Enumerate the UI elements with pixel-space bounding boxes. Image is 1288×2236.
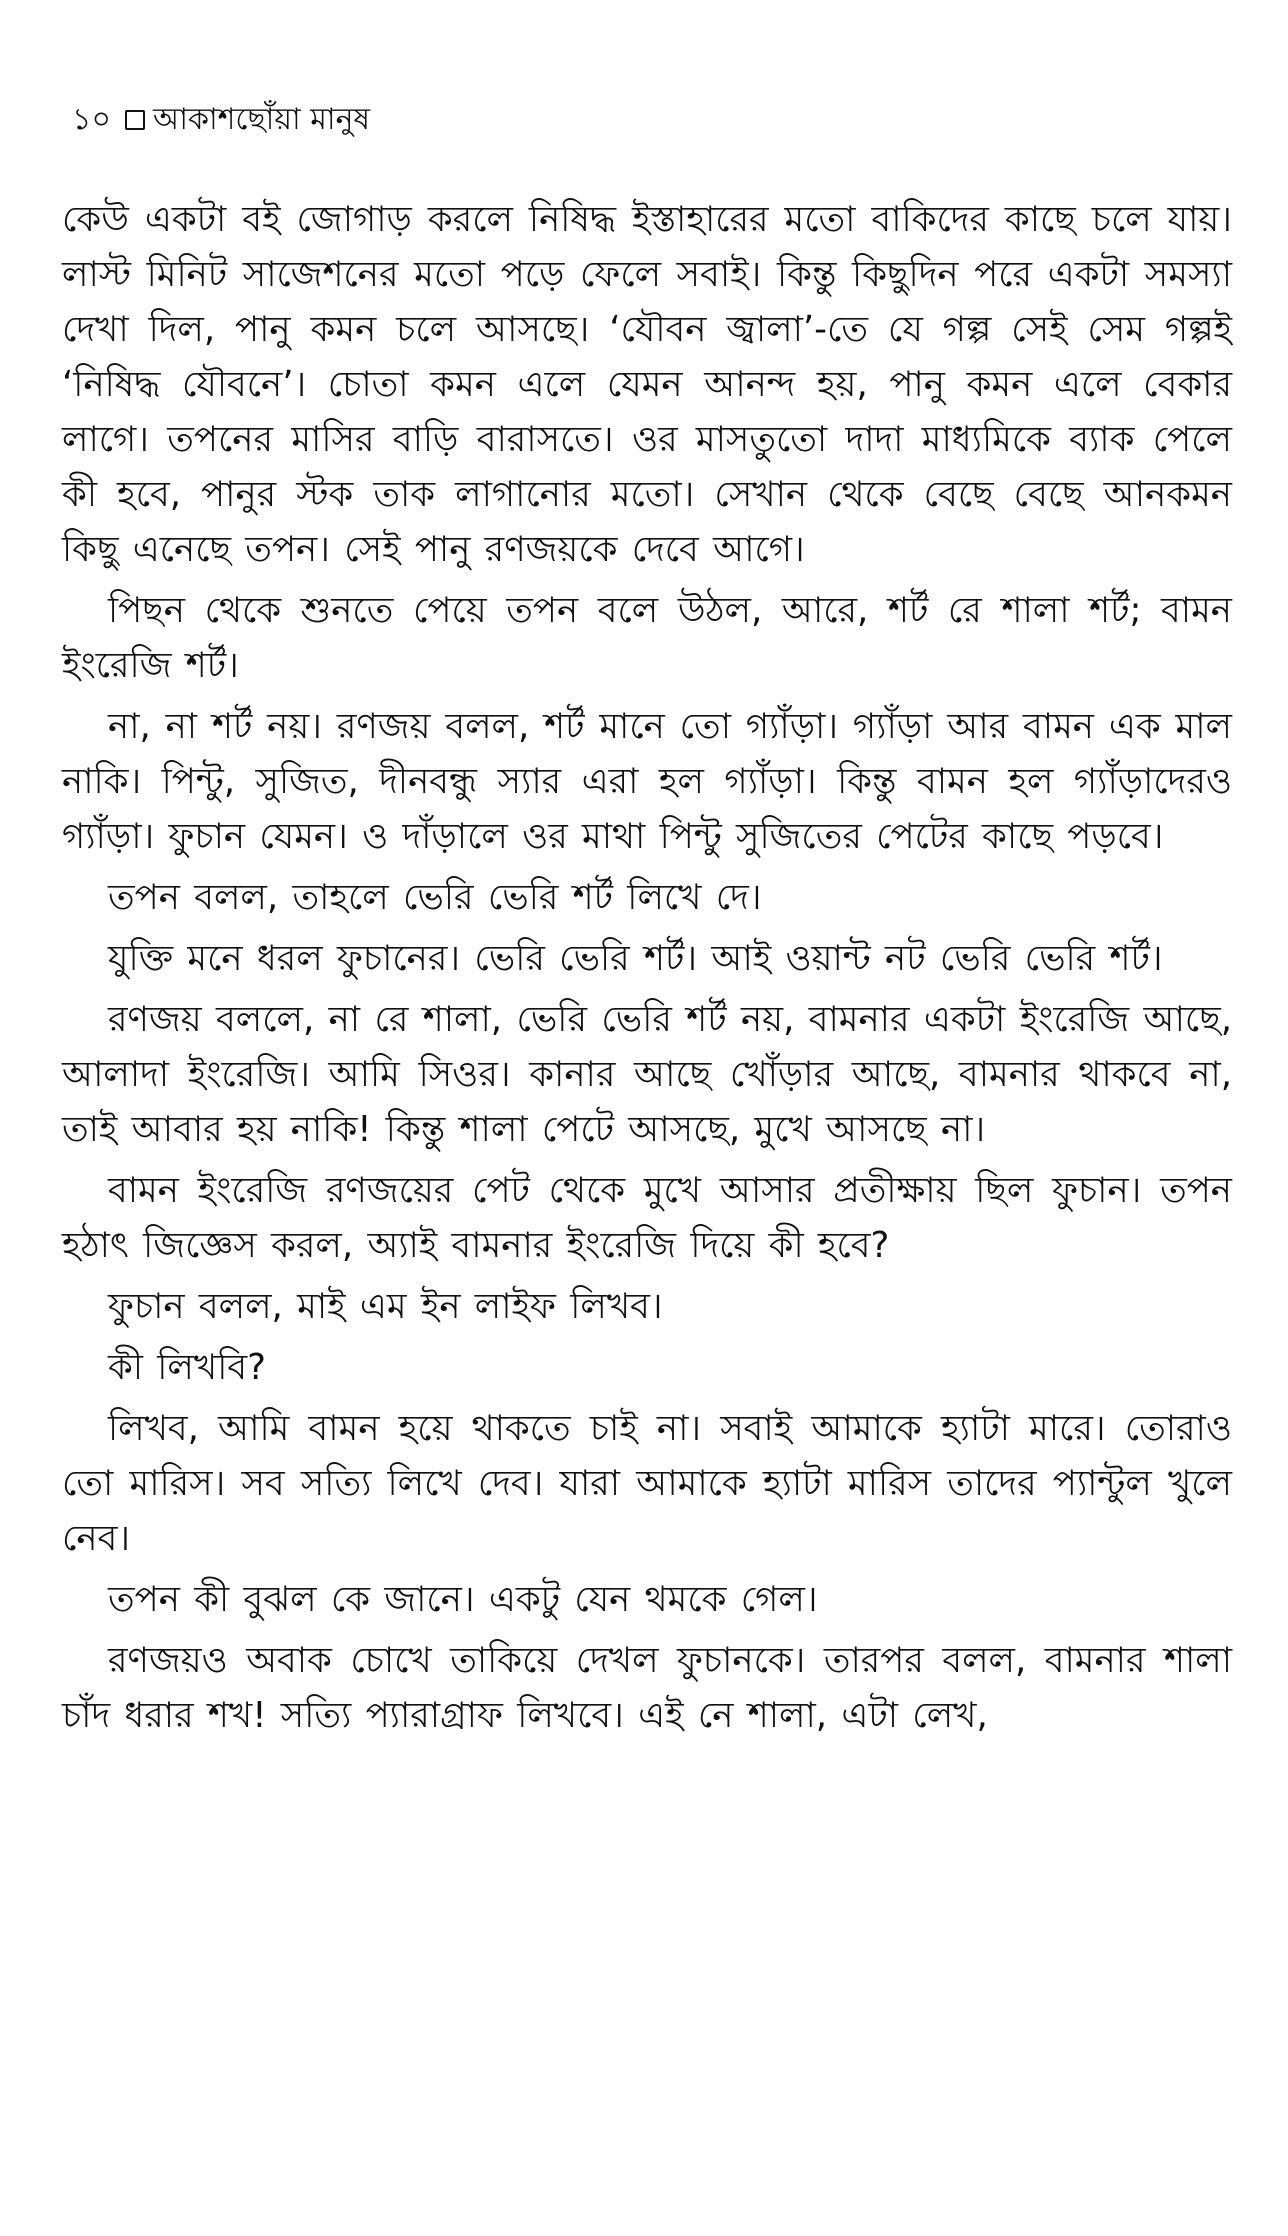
paragraph: রণজয়ও অবাক চোখে তাকিয়ে দেখল ফুচানকে। তারপর বলল, বামনার শালা চাঁদ ধরার শখ! সত্যি প্যারাগ্রাফ লিখবে। এই নে শালা, এটা লেখ,: [62, 1640, 1232, 1736]
paragraph: ফুচান বলল, মাই এম ইন লাইফ লিখব।: [108, 1286, 663, 1327]
page-number: ১০: [72, 102, 111, 137]
running-header: [72, 100, 1232, 140]
square-bullet-icon: [125, 110, 145, 130]
paragraph: কী লিখবি?: [108, 1347, 266, 1388]
book-title: আকাশছোঁয়া মানুষ: [152, 102, 371, 137]
paragraph: তপন বলল, তাহলে ভেরি ভেরি শর্ট লিখে দে।: [108, 877, 762, 918]
body-text: [62, 192, 1232, 1743]
paragraph: কেউ একটা বই জোগাড় করলে নিষিদ্ধ ইস্তাহারের মতো বাকিদের কাছে চলে যায়। লাস্ট মিনিট সাজেশনের মতো পড়ে ফেলে সবাই। কিন্তু কিছুদিন পরে একটা সমস্যা দেখা দিল, পানু কমন চলে আসছে। ‘যৌবন জ্বালা’-তে যে গল্প সেই সেম গল্পই ‘নিষিদ্ধ যৌবনে’। চোতা কমন এলে যেমন আনন্দ হয়, পানু কমন এলে বেকার লাগে। তপনের মাসির বাড়ি বারাসতে। ওর মাসতুতো দাদা মাধ্যমিকে ব্যাক পেলে কী হবে, পানুর স্টক তাক লাগানোর মতো। সেখান থেকে বেছে বেছে আনকমন কিছু এনেছে তপন। সেই পানু রণজয়কে দেবে আগে।: [62, 199, 1232, 570]
paragraph: লিখব, আমি বামন হয়ে থাকতে চাই না। সবাই আমাকে হ্যাটা মারে। তোরাও তো মারিস। সব সত্যি লিখে দেব। যারা আমাকে হ্যাটা মারিস তাদের প্যান্টুল খুলে নেব।: [62, 1408, 1232, 1559]
paragraph: বামন ইংরেজি রণজয়ের পেট থেকে মুখে আসার প্রতীক্ষায় ছিল ফুচান। তপন হঠাৎ জিজ্ঞেস করল, অ্যাই বামনার ইংরেজি দিয়ে কী হবে?: [62, 1170, 1232, 1266]
paragraph: রণজয় বললে, না রে শালা, ভেরি ভেরি শর্ট নয়, বামনার একটা ইংরেজি আছে, আলাদা ইংরেজি। আমি সিওর। কানার আছে খোঁড়ার আছে, বামনার থাকবে না, তাই আবার হয় নাকি! কিন্তু শালা পেটে আসছে, মুখে আসছে না।: [62, 999, 1232, 1150]
paragraph: যুক্তি মনে ধরল ফুচানের। ভেরি ভেরি শর্ট। আই ওয়ান্ট নট ভেরি ভেরি শর্ট।: [108, 938, 1163, 979]
paragraph: পিছন থেকে শুনতে পেয়ে তপন বলে উঠল, আরে, শর্ট রে শালা শর্ট; বামন ইংরেজি শর্ট।: [62, 590, 1232, 686]
paragraph: তপন কী বুঝল কে জানে। একটু যেন থমকে গেল।: [108, 1579, 818, 1620]
paragraph: না, না শর্ট নয়। রণজয় বলল, শর্ট মানে তো গ্যাঁড়া। গ্যাঁড়া আর বামন এক মাল নাকি। পিন্টু, সুজিত, দীনবন্ধু স্যার এরা হল গ্যাঁড়া। কিন্তু বামন হল গ্যাঁড়াদেরও গ্যাঁড়া। ফুচান যেমন। ও দাঁড়ালে ওর মাথা পিন্টু সুজিতের পেটের কাছে পড়বে।: [62, 706, 1232, 857]
